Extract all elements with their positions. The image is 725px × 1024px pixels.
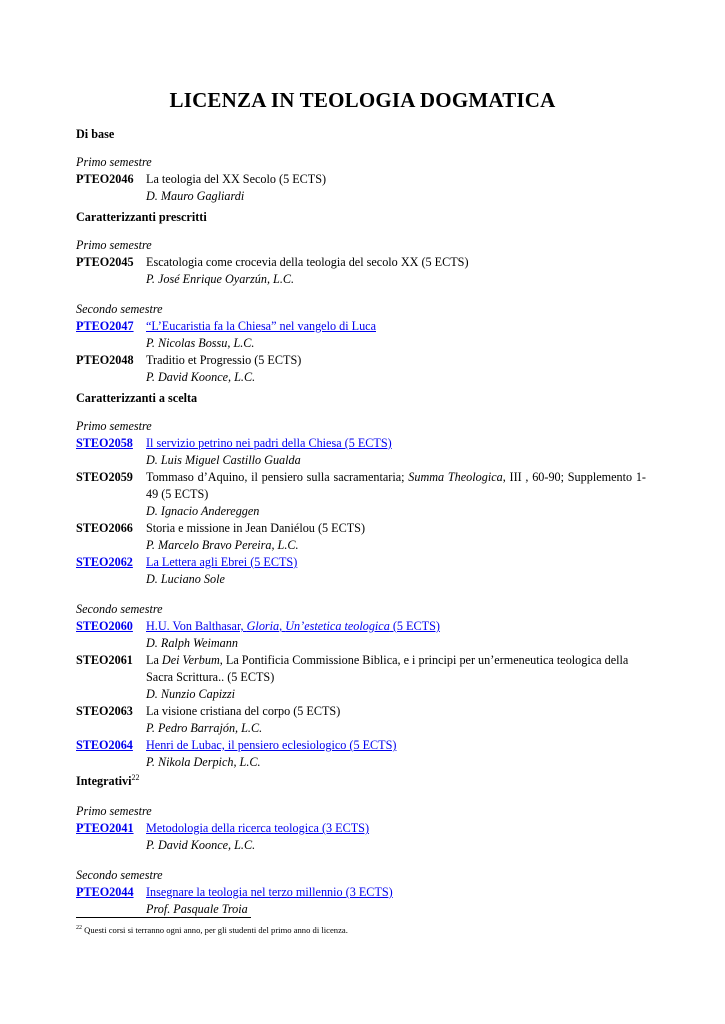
title-text[interactable]: (5 ECTS) xyxy=(389,619,440,633)
course-title: Storia e missione in Jean Daniélou (5 ECTS) xyxy=(146,521,366,535)
course-professor: P. Pedro Barrajón, L.C. xyxy=(146,721,263,735)
title-text[interactable]: H.U. Von Balthasar, xyxy=(146,619,247,633)
course-professor: D. Nunzio Capizzi xyxy=(146,687,236,701)
semester-label: Secondo semestre xyxy=(76,302,163,316)
course-title: La visione cristiana del corpo (5 ECTS) xyxy=(146,704,341,718)
course-title: Traditio et Progressio (5 ECTS) xyxy=(146,353,302,367)
course-code-link[interactable]: STEO2060 xyxy=(76,619,133,633)
course-title-link[interactable]: Henri de Lubac, il pensiero eclesiologico (5 ECTS) xyxy=(146,738,397,752)
course-link-row[interactable] xyxy=(76,618,646,635)
footnote xyxy=(76,924,348,936)
course-link-row[interactable] xyxy=(76,318,646,335)
course-row xyxy=(76,254,646,271)
category-heading-text: Integrativi xyxy=(76,774,132,788)
course-link-row[interactable] xyxy=(76,884,646,901)
course-code-link[interactable]: PTEO2047 xyxy=(76,319,134,333)
category-heading-integrativi xyxy=(76,773,646,790)
course-row xyxy=(76,352,646,369)
course-code-link[interactable]: STEO2062 xyxy=(76,555,133,569)
course-row xyxy=(76,520,646,537)
course-row xyxy=(76,652,646,686)
course-professor: D. Luciano Sole xyxy=(146,572,225,586)
course-title-link[interactable]: La Lettera agli Ebrei (5 ECTS) xyxy=(146,555,298,569)
title-text: La xyxy=(146,653,162,667)
title-text: Tommaso d’Aquino, il pensiero sulla sacramentaria; xyxy=(146,470,409,484)
course-code: STEO2063 xyxy=(76,704,133,718)
course-professor: Prof. Pasquale Troia xyxy=(146,902,248,916)
footnote-reference: 22 xyxy=(131,772,140,782)
category-heading-prescritti: Caratterizzanti prescritti xyxy=(76,210,207,224)
course-title-link[interactable]: Metodologia della ricerca teologica (3 ECTS) xyxy=(146,821,370,835)
course-code: PTEO2048 xyxy=(76,353,134,367)
footnote-number: 22 xyxy=(76,925,82,932)
course-code: STEO2059 xyxy=(76,470,133,484)
semester-label: Primo semestre xyxy=(76,804,152,818)
course-professor: P. Marcelo Bravo Pereira, L.C. xyxy=(146,538,299,552)
semester-label: Secondo semestre xyxy=(76,868,163,882)
course-title xyxy=(146,469,646,503)
title-text[interactable]: , xyxy=(279,619,286,633)
title-italic-work: Summa Theologica xyxy=(408,470,503,484)
course-code: STEO2066 xyxy=(76,521,133,535)
course-link-row[interactable] xyxy=(76,554,646,571)
course-professor: P. José Enrique Oyarzún, L.C. xyxy=(146,272,295,286)
course-link-row[interactable] xyxy=(76,820,646,837)
course-title xyxy=(146,652,646,686)
title-italic-work[interactable]: Un’estetica teologica xyxy=(285,619,390,633)
course-code: PTEO2046 xyxy=(76,172,134,186)
course-professor: P. Nicolas Bossu, L.C. xyxy=(146,336,255,350)
course-title-link[interactable]: Il servizio petrino nei padri della Chiesa (5 ECTS) xyxy=(146,436,392,450)
course-professor: P. Nikola Derpich, L.C. xyxy=(146,755,261,769)
course-code: STEO2061 xyxy=(76,653,133,667)
page-title: LICENZA IN TEOLOGIA DOGMATICA xyxy=(169,88,556,112)
course-code-link[interactable]: PTEO2041 xyxy=(76,821,134,835)
course-professor: P. David Koonce, L.C. xyxy=(146,370,256,384)
semester-label: Primo semestre xyxy=(76,155,152,169)
footnote-separator xyxy=(76,917,251,918)
semester-label: Secondo semestre xyxy=(76,602,163,616)
course-code-link[interactable]: STEO2064 xyxy=(76,738,133,752)
course-title: La teologia del XX Secolo (5 ECTS) xyxy=(146,172,327,186)
course-title: Escatologia come crocevia della teologia del secolo XX (5 ECTS) xyxy=(146,255,469,269)
title-text: , La Pontificia Commissione Biblica, e i principi per un’ermeneutica teologica della Sacra Scrittura.. (5 ECTS) xyxy=(146,653,629,684)
course-professor: D. Luis Miguel Castillo Gualda xyxy=(146,453,301,467)
course-title-link[interactable]: Insegnare la teologia nel terzo millennio (3 ECTS) xyxy=(146,885,393,899)
course-code-link[interactable]: STEO2058 xyxy=(76,436,133,450)
title-italic-work: Dei Verbum xyxy=(161,653,220,667)
semester-label: Primo semestre xyxy=(76,238,152,252)
course-professor: D. Ralph Weimann xyxy=(146,636,238,650)
course-code: PTEO2045 xyxy=(76,255,134,269)
course-row xyxy=(76,703,646,720)
footnote-text: Questi corsi si terranno ogni anno, per gli studenti del primo anno di licenza. xyxy=(82,925,348,935)
category-heading-scelta: Caratterizzanti a scelta xyxy=(76,391,198,405)
semester-label: Primo semestre xyxy=(76,419,152,433)
category-heading-di-base: Di base xyxy=(76,127,115,141)
course-list xyxy=(76,126,646,918)
course-professor: D. Ignacio Andereggen xyxy=(146,504,260,518)
title-italic-work[interactable]: Gloria xyxy=(246,619,280,633)
course-code-link[interactable]: PTEO2044 xyxy=(76,885,134,899)
course-row xyxy=(76,171,646,188)
course-professor: D. Mauro Gagliardi xyxy=(146,189,245,203)
course-link-row[interactable] xyxy=(76,435,646,452)
course-link-row[interactable] xyxy=(76,737,646,754)
title-text: , III , 60-90; Supplemento 1-49 (5 ECTS) xyxy=(146,470,646,501)
course-title-link[interactable]: “L’Eucaristia fa la Chiesa” nel vangelo di Luca xyxy=(146,319,376,333)
course-row xyxy=(76,469,646,503)
course-professor: P. David Koonce, L.C. xyxy=(146,838,256,852)
course-title-link[interactable] xyxy=(146,618,646,635)
